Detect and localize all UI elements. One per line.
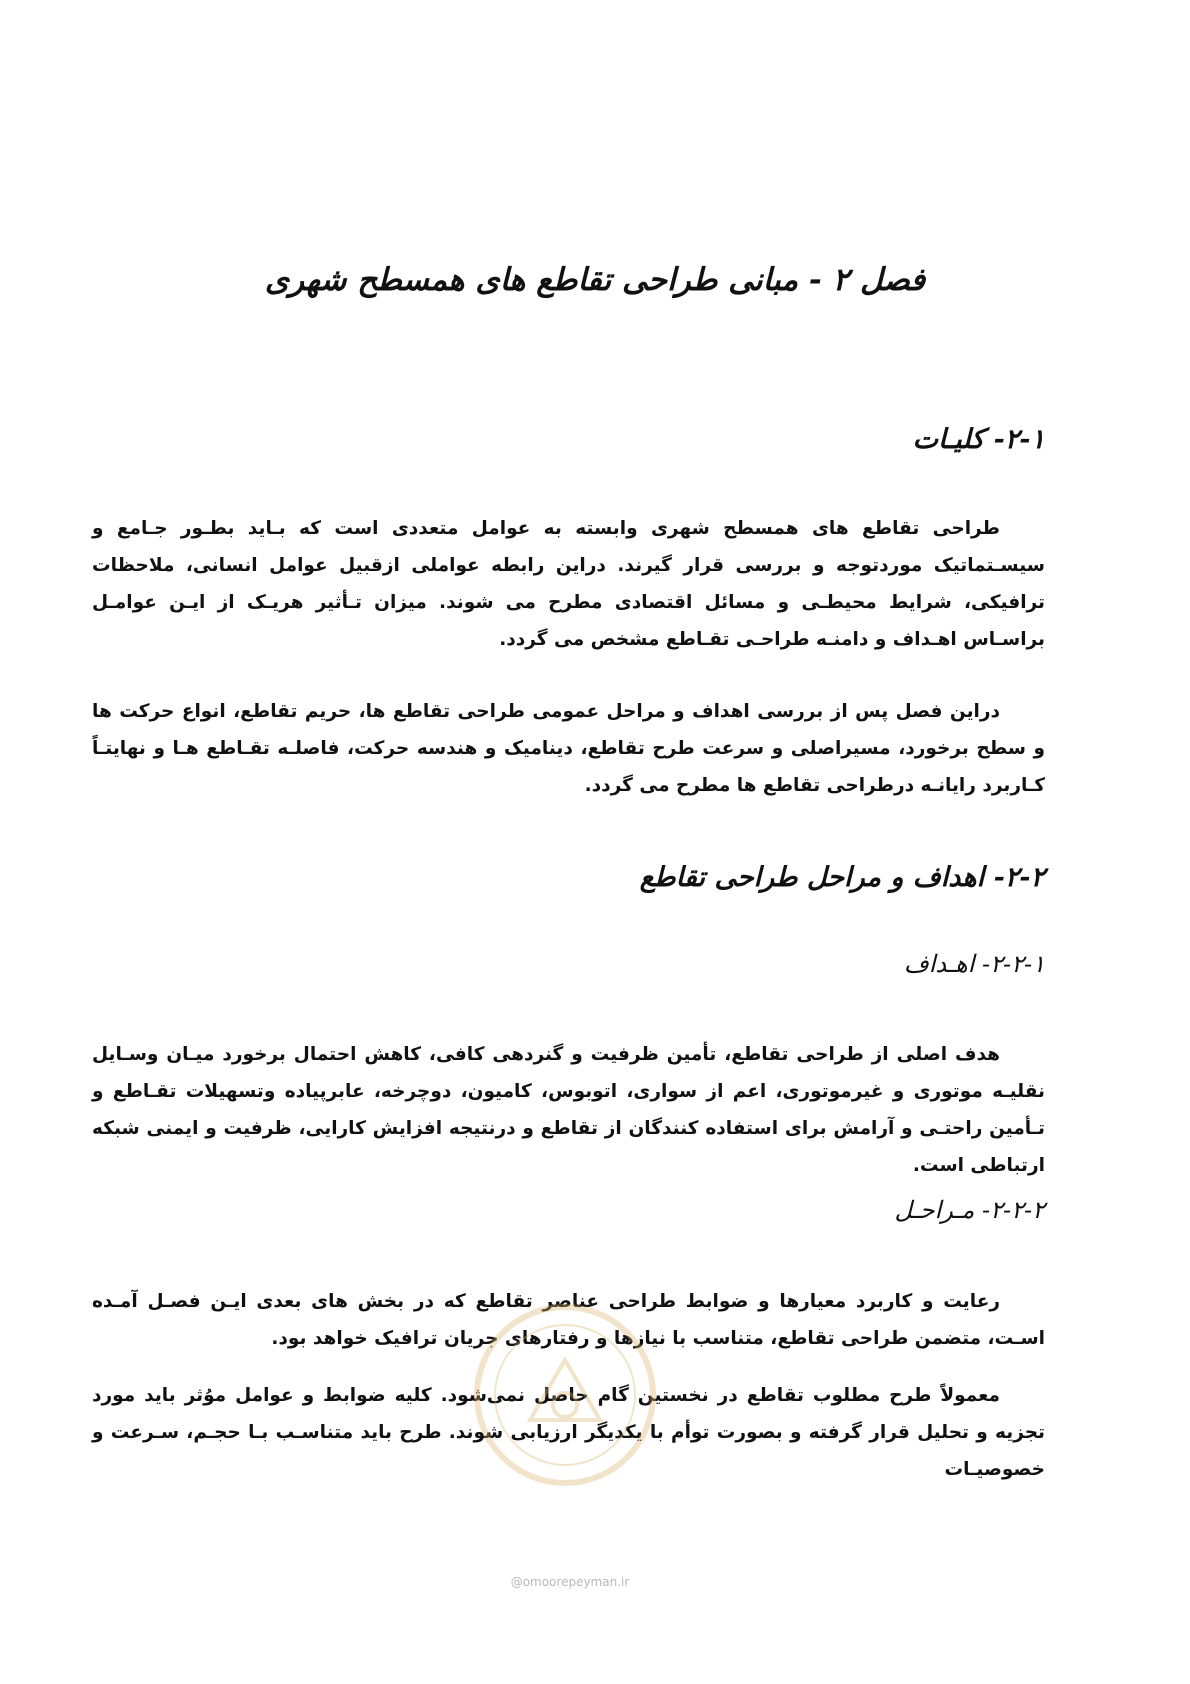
paragraph-general-2: دراین فصل پس از بررسی اهداف و مراحل عمومی طراحی تقاطع ها، حریم تقاطع، انواع حرکت ها و سطح برخورد، مسیراصلی و سرعت طرح تقاطع، دینامیک و هندسه حرکت، فاصلـه تقـاطع هـا و نهایتـاً کـاربرد رایانـه درطراحی تقاطع ها مطرح می گردد. (92, 701, 1045, 796)
subsection-heading-stages: ۲-۲-۲- مـراحـل (894, 1196, 1045, 1224)
subsection-heading-goals: ۲-۲-۱- اهـداف (903, 950, 1045, 978)
paragraph-general-1: طراحی تقاطع های همسطح شهری وابسته به عوامل متعددی است که بـاید بطـور جـامع و سیسـتماتیک موردتوجه و بررسی قرار گیرند. دراین رابطه عواملی ازقبیل عوامل انسانی، ملاحظات ترافیکی، شرایط محیطـی و مسائل اقتصادی مطرح می شوند. میزان تـأثیر هریـک از ایـن عوامـل براسـاس اهـداف و دامنـه طراحـی تقـاطع مشخص می گردد. (92, 518, 1045, 650)
section-heading-goals-and-stages: ۲-۲- اهداف و مراحل طراحی تقاطع (639, 862, 1045, 893)
section-heading-general: ۲-۱- کلیـات (912, 424, 1045, 455)
paragraph-goals: هدف اصلی از طراحی تقاطع، تأمین ظرفیت و گنردهی کافی، کاهش احتمال برخورد میـان وسـایل نقلیـه موتوری و غیرموتوری، اعم از سواری، اتوبوس، کامیون، دوچرخه، عابرپیاده وتسهیلات تقـاطع و تـأمین راحتـی و آرامش برای استفاده کنندگان از تقاطع و درنتیجه افزایش کارایی، ظرفیت و ایمنی شبکه ارتباطی است. (92, 1044, 1045, 1176)
watermark-text: @omoorepeyman.ir (510, 1575, 630, 1589)
chapter-title: فصل ۲ - مبانی طراحی تقاطع های همسطح شهری (264, 262, 926, 298)
paragraph-stages-2: معمولاً طرح مطلوب تقاطع در نخستین گام حاصل نمی‌شود. کلیه ضوابط و عوامل موُثر باید مورد تجزیه و تحلیل قرار گرفته و بصورت توأم با یکدیگر ارزیابی شوند. طرح باید متناسـب بـا حجـم، سـرعت و خصوصیـات (92, 1385, 1045, 1480)
paragraph-stages-1: رعایت و کاربرد معیارها و ضوابط طراحی عناصر تقاطع که در بخش های بعدی ایـن فصـل آمـده اسـت، متضمن طراحی تقاطع، متناسب با نیازها و رفتارهای جریان ترافیک خواهد بود. (92, 1291, 1045, 1349)
